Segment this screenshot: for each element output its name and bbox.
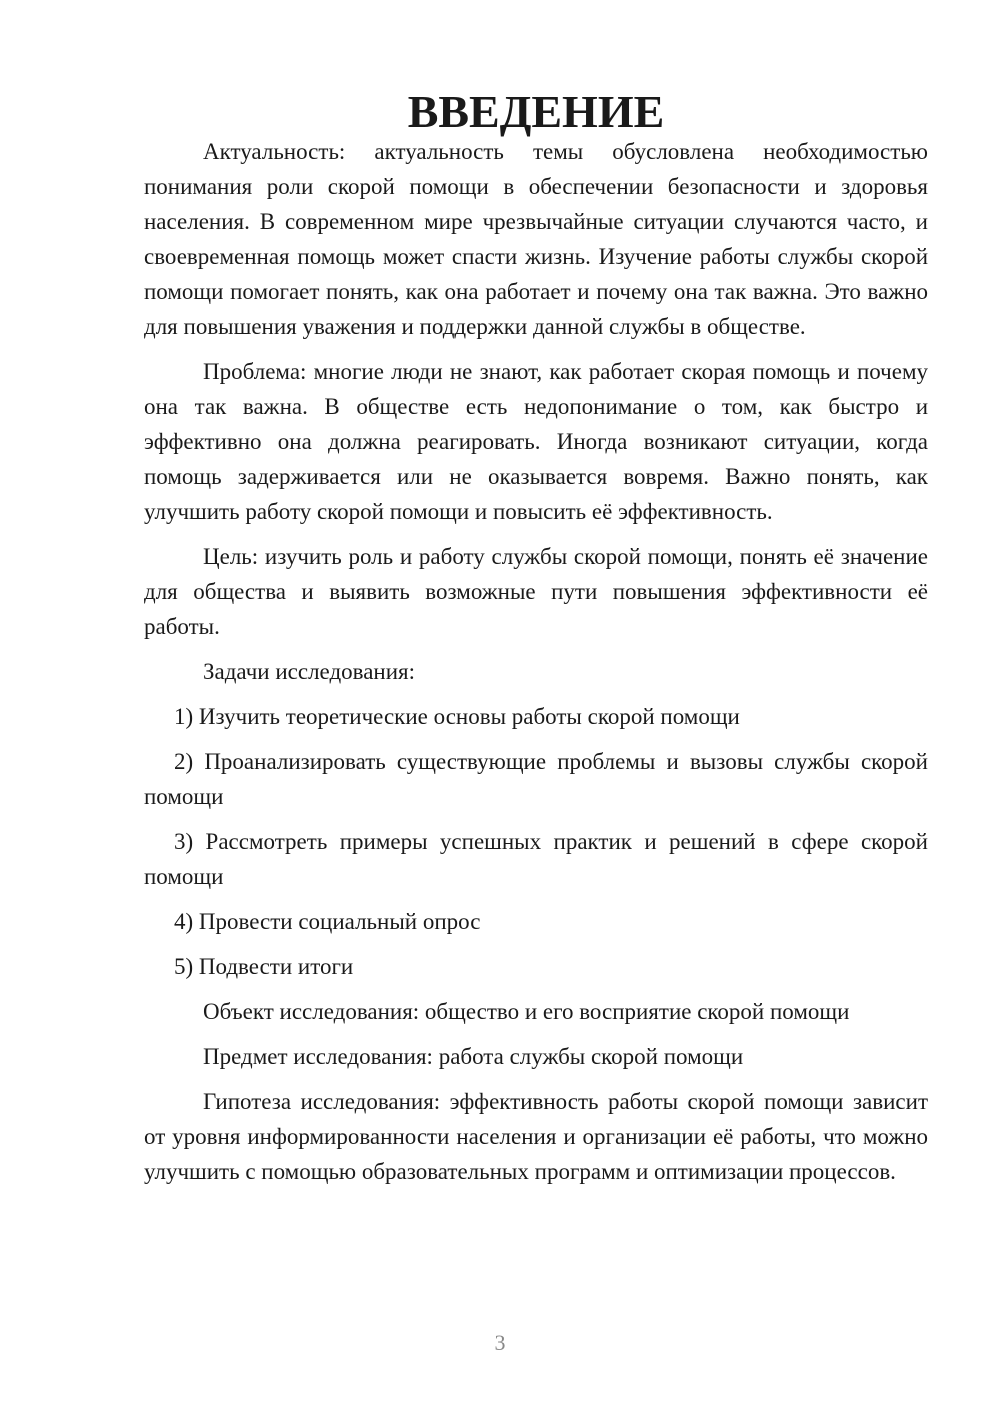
- relevance-paragraph: Актуальность: актуальность темы обусловлена необходимостью понимания роли скорой помощи в обеспечении безопасности и здоровья населения. В современном мире чрезвычайные ситуации случаются часто, и своевременная помощь может спасти жизнь. Изучение работы службы скорой помощи помогает понять, как она работает и почему она так важна. Это важно для повышения уважения и поддержки данной службы в обществе.: [144, 139, 928, 339]
- list-item: 1) Изучить теоретические основы работы скорой помощи: [174, 704, 740, 729]
- hypothesis-paragraph: Гипотеза исследования: эффективность работы скорой помощи зависит от уровня информированности населения и организации её работы, что можно улучшить с помощью образовательных программ и оптимизации процессов.: [144, 1089, 928, 1184]
- goal-paragraph: Цель: изучить роль и работу службы скорой помощи, понять её значение для общества и выявить возможные пути повышения эффективности её работы.: [144, 544, 928, 639]
- subject-paragraph: Предмет исследования: работа службы скорой помощи: [203, 1044, 744, 1069]
- problem-paragraph: Проблема: многие люди не знают, как работает скорая помощь и почему она так важна. В обществе есть недопонимание о том, как быстро и эффективно она должна реагировать. Иногда возникают ситуации, когда помощь задерживается или не оказывается вовремя. Важно понять, как улучшить работу скорой помощи и повысить её эффективность.: [144, 359, 928, 524]
- list-item: 4) Провести социальный опрос: [174, 909, 481, 934]
- tasks-list: [144, 699, 928, 984]
- object-paragraph: Объект исследования: общество и его восприятие скорой помощи: [203, 999, 850, 1024]
- list-item: 5) Подвести итоги: [174, 954, 354, 979]
- list-item: 3) Рассмотреть примеры успешных практик и решений в сфере скорой помощи: [144, 829, 928, 889]
- section-title: ВВЕДЕНИЕ: [407, 86, 665, 137]
- list-item: 2) Проанализировать существующие проблемы и вызовы службы скорой помощи: [144, 749, 928, 809]
- page-content: [144, 86, 928, 1189]
- tasks-heading: Задачи исследования:: [203, 659, 416, 684]
- page-number: 3: [494, 1330, 506, 1355]
